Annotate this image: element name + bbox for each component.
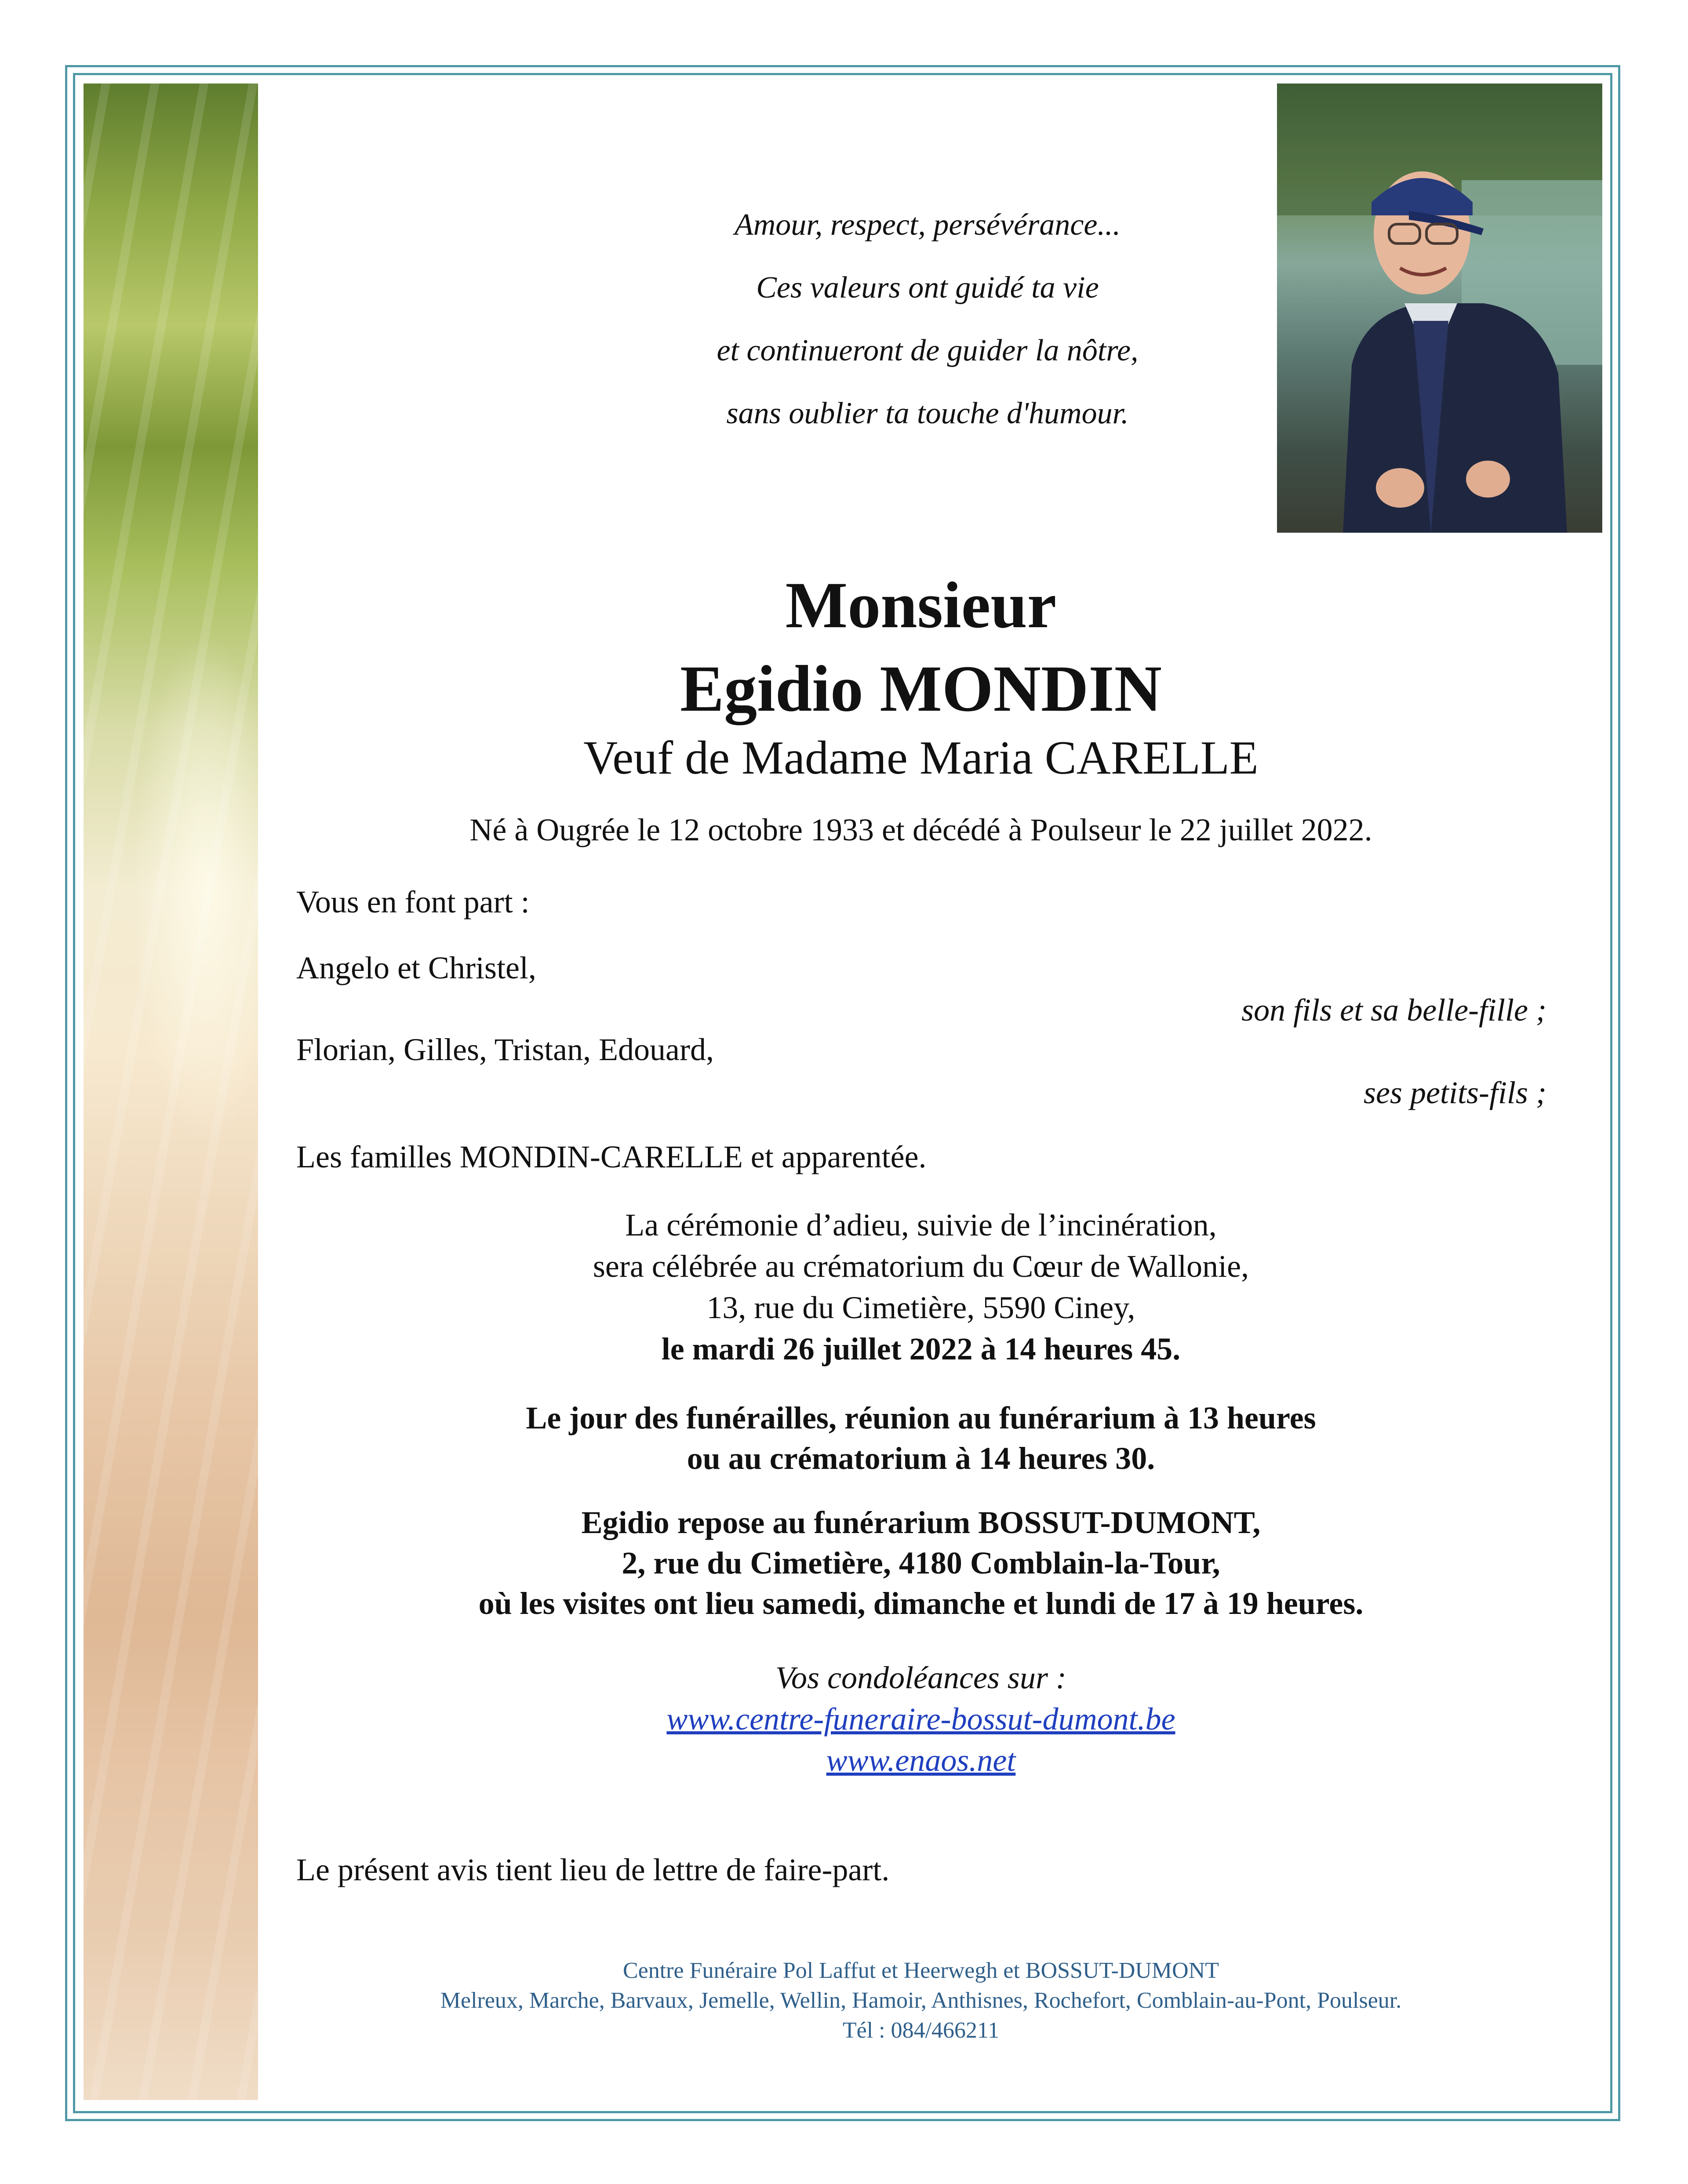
funeral-home-footer: [264, 1956, 1578, 2046]
side-image-light-pattern: [84, 84, 258, 2100]
ceremony-date: le mardi 26 juillet 2022 à 14 heures 45.: [661, 1331, 1181, 1366]
meeting-block: [264, 1398, 1578, 1479]
footer-phone: Tél : 084/466211: [842, 2018, 1000, 2043]
quote-line: sans oublier ta touche d'humour.: [726, 396, 1129, 430]
condolences-block: [264, 1657, 1578, 1781]
grandsons-names: Florian, Gilles, Tristan, Edouard,: [296, 1032, 714, 1067]
son-relation: son fils et sa belle-fille ;: [1241, 992, 1546, 1028]
ceremony-line: La cérémonie d’adieu, suivie de l’incinération,: [625, 1207, 1217, 1243]
condolences-link-enaos[interactable]: www.enaos.net: [826, 1743, 1016, 1778]
ceremony-line: 13, rue du Cimetière, 5590 Ciney,: [706, 1290, 1135, 1325]
quote-line: et continueront de guider la nôtre,: [717, 334, 1139, 367]
families-line: Les familles MONDIN-CARELLE et apparentée.: [296, 1139, 927, 1174]
ceremony-block: [264, 1204, 1578, 1370]
grandsons-relation: ses petits-fils ;: [1364, 1075, 1546, 1110]
meeting-line: Le jour des funérailles, réunion au funérarium à 13 heures: [526, 1400, 1316, 1435]
notice-line: Le présent avis tient lieu de lettre de faire-part.: [296, 1852, 890, 1887]
footer-line: Centre Funéraire Pol Laffut et Heerwegh et BOSSUT-DUMONT: [622, 1958, 1219, 1983]
opening-quote: [519, 193, 1336, 445]
condolences-link-bossut-dumont[interactable]: www.centre-funeraire-bossut-dumont.be: [666, 1701, 1175, 1737]
rest-line: où les visites ont lieu samedi, dimanche et lundi de 17 à 19 heures.: [478, 1586, 1364, 1621]
deceased-name: Egidio MONDIN: [680, 652, 1162, 725]
meeting-line: ou au crématorium à 14 heures 30.: [687, 1441, 1155, 1476]
son-names: Angelo et Christel,: [296, 950, 536, 985]
rest-line: 2, rue du Cimetière, 4180 Comblain-la-Tour,: [622, 1545, 1220, 1581]
footer-line: Melreux, Marche, Barvaux, Jemelle, Wellin, Hamoir, Anthisnes, Rochefort, Comblain-au-Pont, Poulseur.: [440, 1988, 1402, 2013]
rest-line: Egidio repose au funérarium BOSSUT-DUMONT,: [581, 1505, 1261, 1540]
quote-line: Amour, respect, persévérance...: [735, 208, 1120, 242]
birth-death-line: Né à Ougrée le 12 octobre 1933 et décédé à Poulseur le 22 juillet 2022.: [469, 812, 1372, 847]
widow-of-line: Veuf de Madame Maria CARELLE: [583, 732, 1259, 784]
rest-block: [264, 1502, 1578, 1624]
forest-path-side-image: [84, 84, 258, 2100]
quote-line: Ces valeurs ont guidé ta vie: [756, 271, 1099, 305]
family-intro: Vous en font part :: [296, 884, 530, 919]
ceremony-line: sera célébrée au crématorium du Cœur de Wallonie,: [593, 1249, 1249, 1284]
condolences-label: Vos condoléances sur :: [775, 1660, 1066, 1695]
deceased-title: Monsieur: [785, 569, 1057, 642]
